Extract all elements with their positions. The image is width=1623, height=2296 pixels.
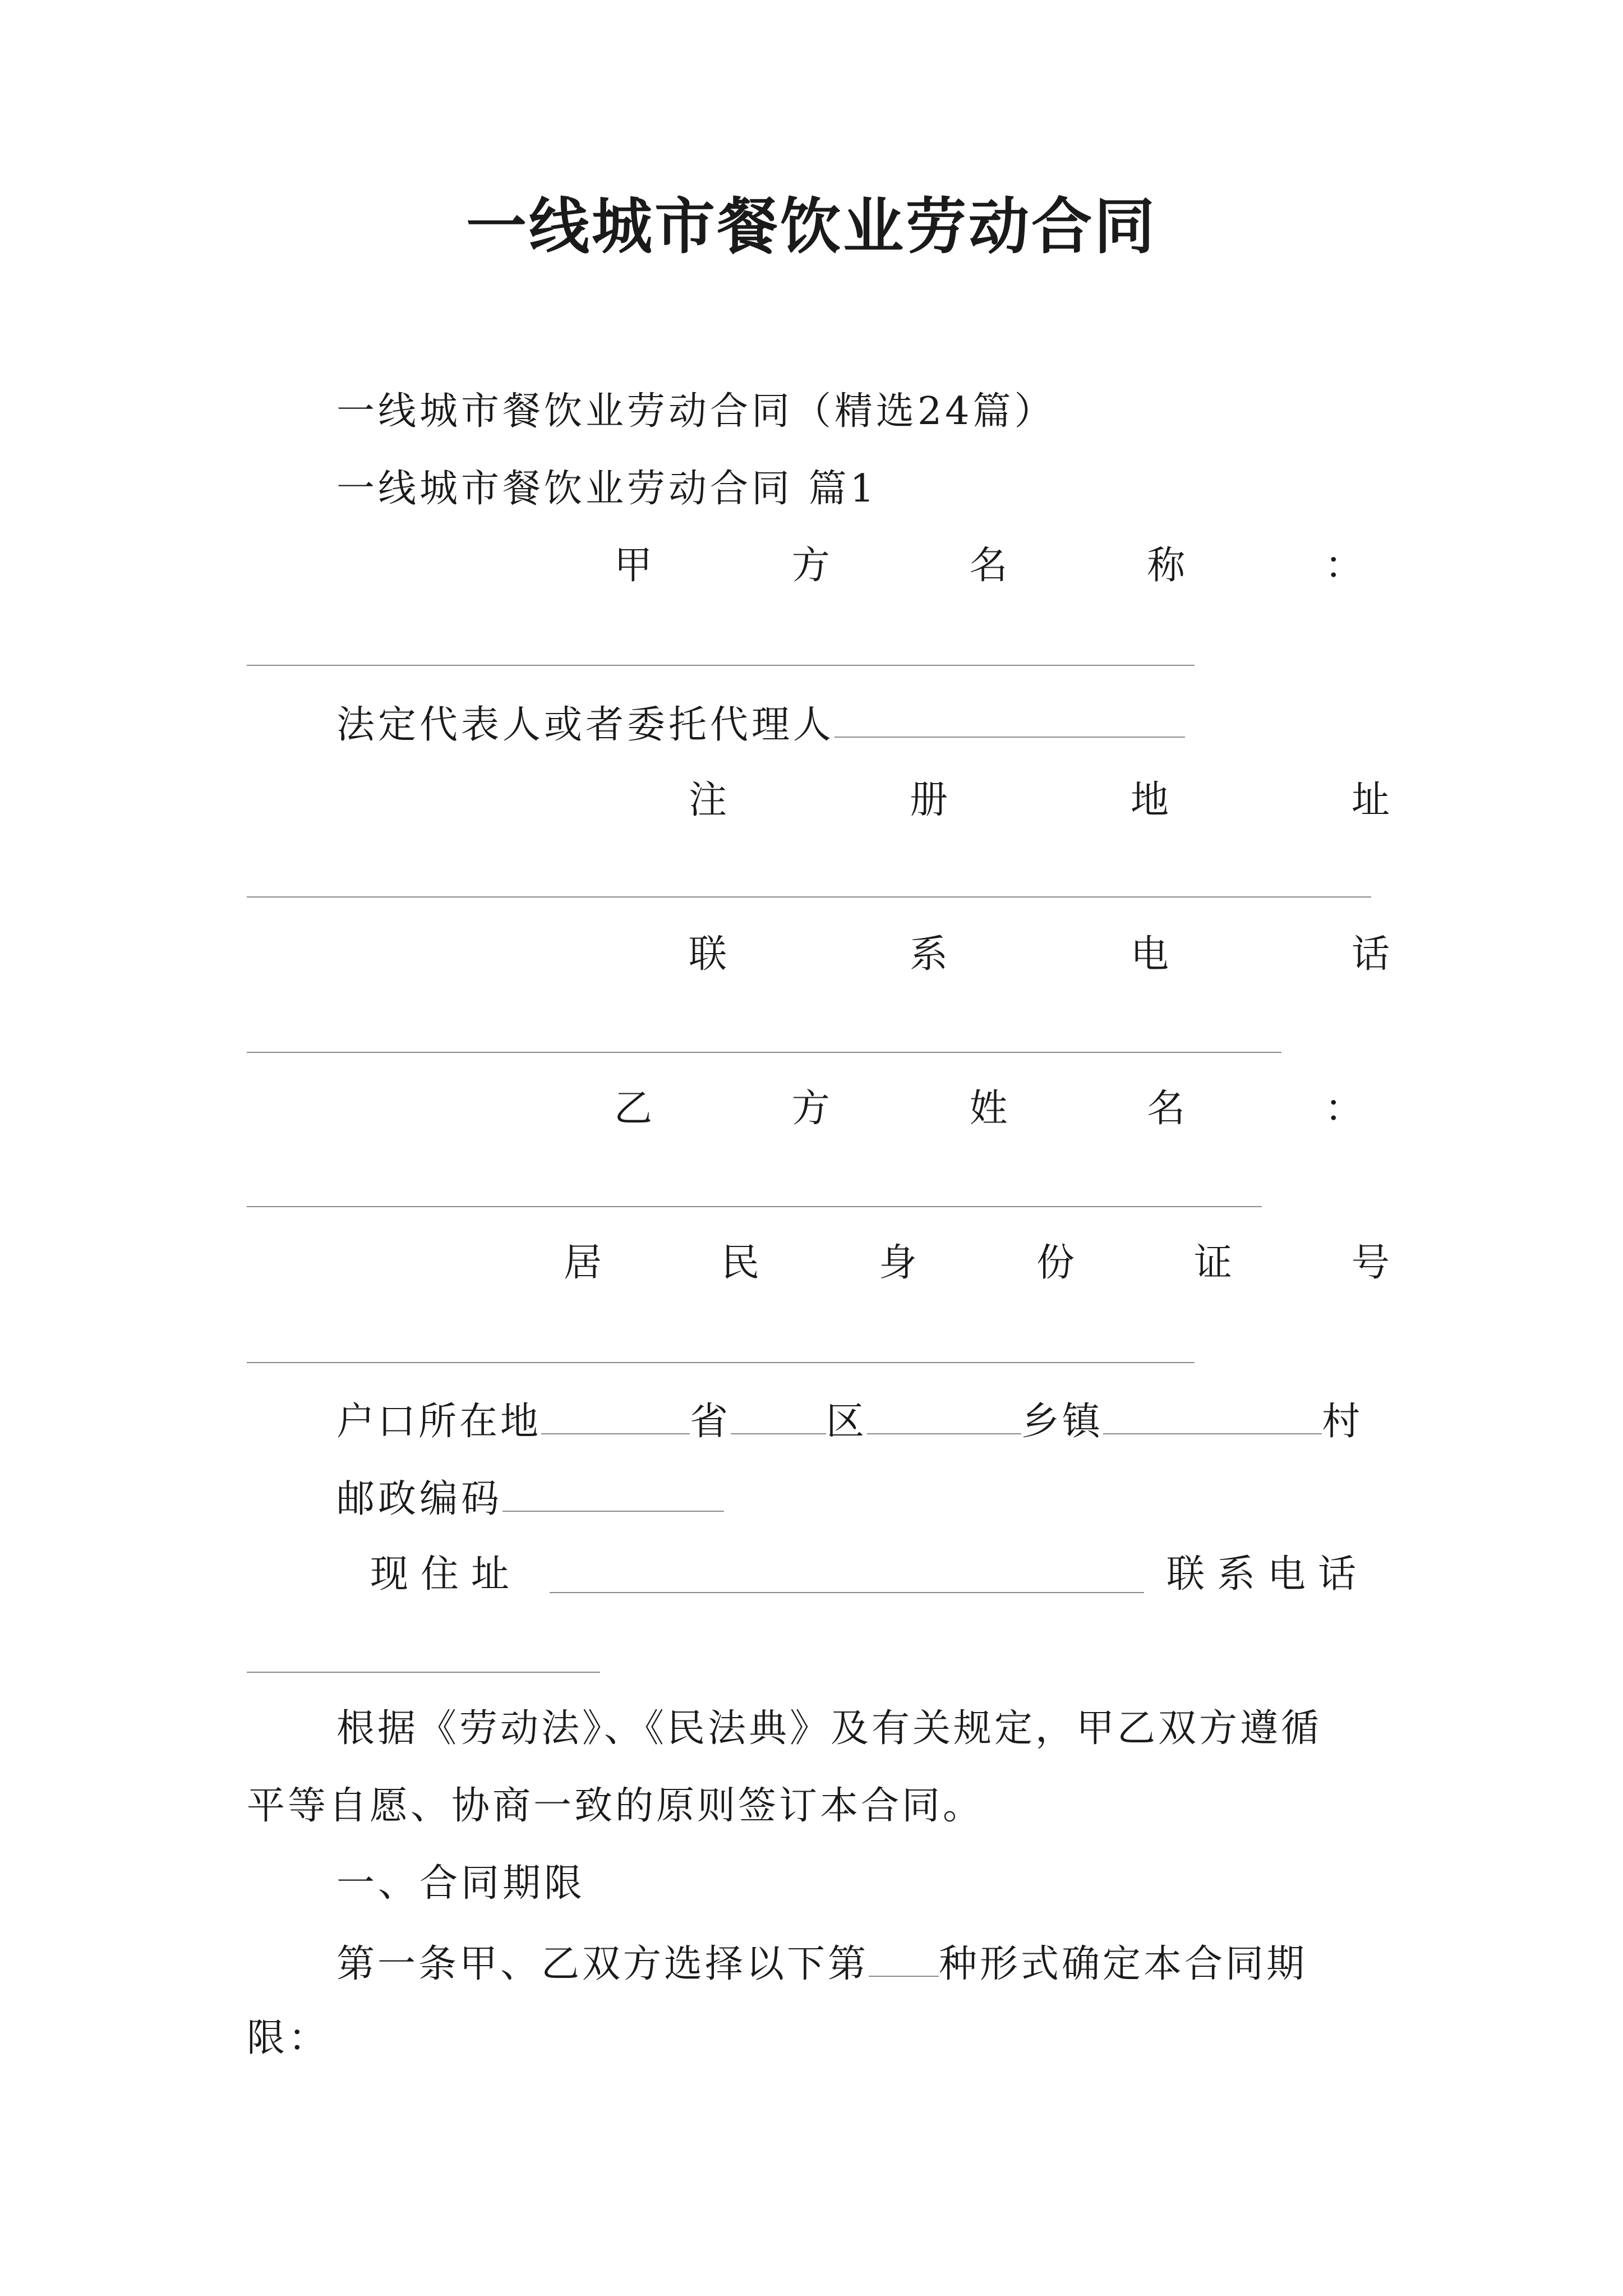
label-char: 联 bbox=[689, 932, 727, 977]
label-char: 址 bbox=[1351, 778, 1390, 822]
article1-line1 bbox=[336, 1942, 1307, 1984]
article1-text-a: 第一条甲、乙双方选择以下第 bbox=[336, 1942, 869, 1986]
label-char: 证 bbox=[1193, 1241, 1232, 1285]
label-char: 注 bbox=[689, 778, 727, 822]
label-char: 姓 bbox=[969, 1087, 1008, 1131]
label-char: 名 bbox=[1147, 1087, 1186, 1131]
party-a-name-blank[interactable] bbox=[247, 665, 1195, 666]
party-b-id-blank[interactable] bbox=[247, 1362, 1195, 1363]
party-b-name-blank[interactable] bbox=[247, 1206, 1262, 1207]
contact-phone-blank[interactable] bbox=[247, 1672, 600, 1673]
legal-rep-blank[interactable] bbox=[834, 703, 1185, 738]
party-a-address-blank[interactable] bbox=[247, 896, 1371, 898]
basis-paragraph-line2: 平等自愿、协商一致的原则签订本合同。 bbox=[247, 1784, 984, 1828]
label-char: 话 bbox=[1351, 932, 1390, 977]
hukou-village-label: 村 bbox=[1322, 1400, 1363, 1444]
party-a-phone-blank[interactable] bbox=[247, 1052, 1281, 1053]
label-char: 地 bbox=[1130, 778, 1169, 822]
label-char: 称 bbox=[1147, 544, 1186, 588]
document-subtitle: 一线城市餐饮业劳动合同（精选24篇） bbox=[336, 389, 1056, 434]
label-char: 系 bbox=[909, 932, 948, 977]
basis-paragraph-line1: 根据《劳动法》、《民法典》及有关规定，甲乙双方遵循 bbox=[336, 1706, 1322, 1751]
hukou-province-blank[interactable] bbox=[541, 1400, 690, 1434]
postcode-line bbox=[336, 1477, 724, 1519]
legal-rep-label: 法定代表人或者委托代理人 bbox=[336, 703, 835, 747]
label-char: ： bbox=[1324, 1087, 1363, 1131]
hukou-line bbox=[336, 1400, 1363, 1444]
hukou-district-label: 区 bbox=[826, 1400, 868, 1444]
label-char: 乙 bbox=[614, 1087, 653, 1131]
label-char: 号 bbox=[1351, 1241, 1390, 1285]
legal-rep-line bbox=[336, 703, 1185, 747]
contact-phone-label: 联系电话 bbox=[1166, 1552, 1369, 1596]
label-char: 身 bbox=[878, 1241, 917, 1285]
hukou-district-blank[interactable] bbox=[731, 1400, 826, 1434]
party-a-name-label bbox=[614, 544, 1363, 588]
label-char: 方 bbox=[791, 1087, 830, 1131]
section-heading: 一线城市餐饮业劳动合同 篇1 bbox=[336, 467, 878, 511]
hukou-province-label: 省 bbox=[690, 1400, 731, 1444]
label-char: 居 bbox=[564, 1241, 602, 1285]
label-char: 册 bbox=[909, 778, 948, 822]
party-b-id-label bbox=[564, 1241, 1390, 1285]
label-char: 份 bbox=[1036, 1241, 1075, 1285]
hukou-village-blank[interactable] bbox=[1103, 1400, 1322, 1434]
label-char: 民 bbox=[721, 1241, 759, 1285]
party-a-address-label bbox=[689, 778, 1390, 822]
current-address-blank[interactable] bbox=[550, 1592, 1144, 1593]
hukou-town-label: 乡镇 bbox=[1021, 1400, 1104, 1444]
party-b-name-label bbox=[614, 1087, 1363, 1131]
document-title: 一线城市餐饮业劳动合同 bbox=[465, 191, 1157, 262]
postcode-blank[interactable] bbox=[502, 1477, 724, 1512]
label-char: 方 bbox=[791, 544, 830, 588]
label-char: 名 bbox=[969, 544, 1008, 588]
article1-text-b: 种形式确定本合同期 bbox=[939, 1942, 1308, 1986]
label-char: ： bbox=[1324, 544, 1363, 588]
chapter-heading: 一、合同期限 bbox=[336, 1861, 586, 1906]
article1-line2: 限： bbox=[247, 2016, 330, 2060]
hukou-label: 户口所在地 bbox=[336, 1400, 542, 1444]
postcode-label: 邮政编码 bbox=[336, 1477, 503, 1521]
article1-choice-blank[interactable] bbox=[869, 1942, 939, 1977]
label-char: 甲 bbox=[614, 544, 653, 588]
current-address-label: 现住址 bbox=[370, 1552, 522, 1596]
party-a-phone-label bbox=[689, 932, 1390, 977]
label-char: 电 bbox=[1130, 932, 1169, 977]
hukou-town-blank[interactable] bbox=[867, 1400, 1021, 1434]
